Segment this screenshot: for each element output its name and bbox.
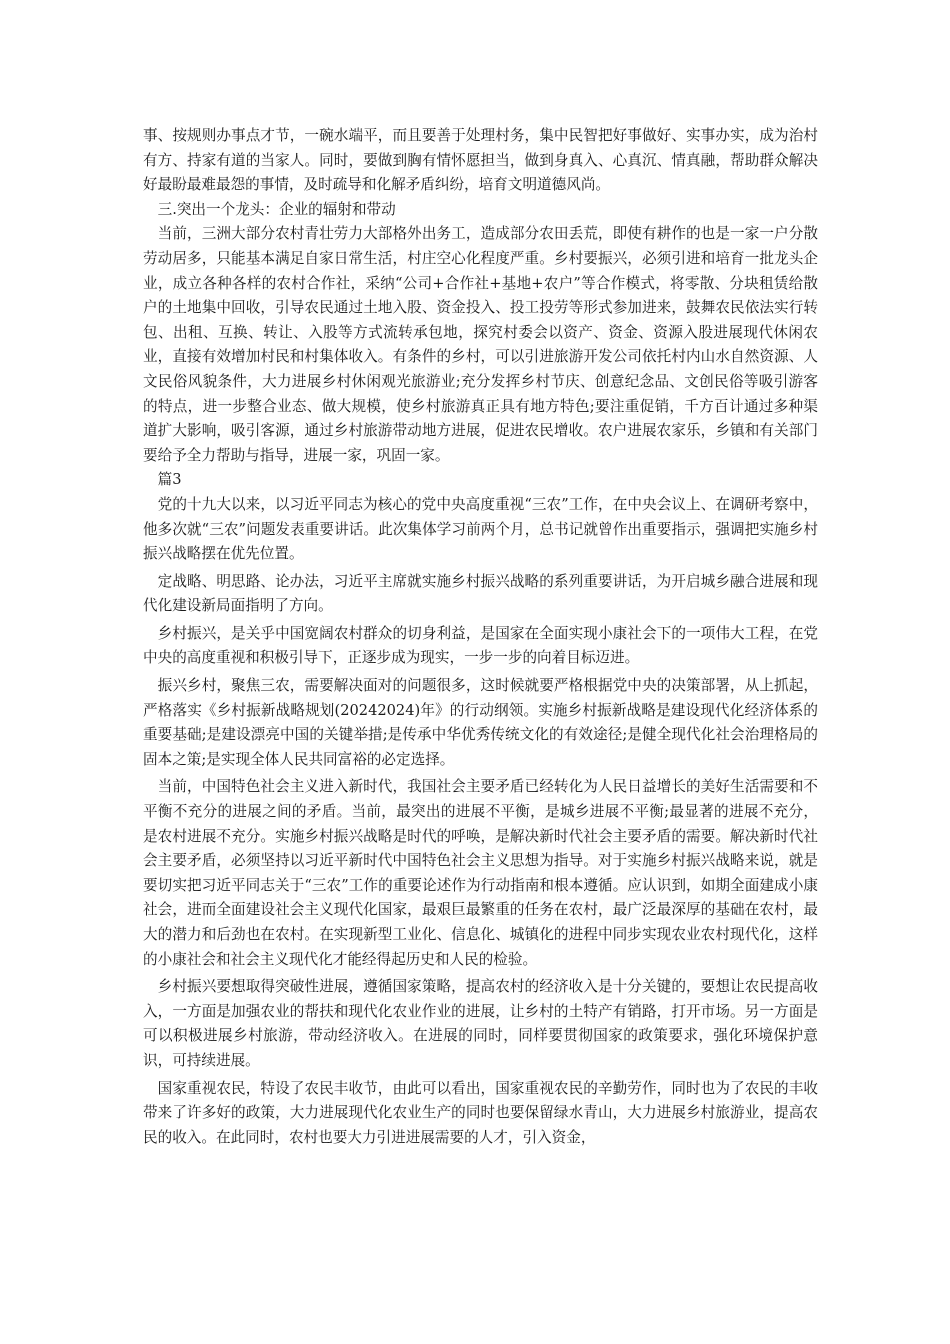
chapter-heading: 篇3 xyxy=(143,471,182,489)
paragraph-7: 当前，中国特色社会主义进入新时代，我国社会主要矛盾已经转化为人民日益增长的美好生活需要和不平衡不充分的进展之间的矛盾。当前，最突出的进展不平衡，是城乡进展不平衡;最显著的进展不充分，是农村进展不充分。实施乡村振兴战略是时代的呼唤，是解决新时代社会主要矛盾的需要。解决新时代社会主要矛盾，必须坚持以习近平新时代中国特色社会主义思想为指导。对于实施乡村振兴战略来说，就是要切实把习近平同志关于“三农”工作的重要论述作为行动指南和根本遵循。应认识到，如期全面建成小康社会，进而全面建设社会主义现代化国家，最艰巨最繁重的任务在农村，最广泛最深厚的基础在农村，最大的潜力和后劲也在农村。在实现新型工业化、信息化、城镇化的进程中同步实现农业农村现代化，这样的小康社会和社会主义现代化才能经得起历史和人民的检验。 xyxy=(143,778,818,968)
paragraph-2: 当前，三洲大部分农村青壮劳力大部格外出务工，造成部分农田丢荒，即使有耕作的也是一家一户分散劳动居多，只能基本满足自家日常生活，村庄空心化程度严重。乡村要振兴，必须引进和培育一批龙头企业，成立各种各样的农村合作社，采纳“公司+合作社+基地+农户”等合作模式，将零散、分块租赁给散户的土地集中回收，引导农民通过土地入股、资金投入、投工投劳等形式参加进来，鼓舞农民依法实行转包、出租、互换、转让、入股等方式流转承包地，探究村委会以资产、资金、资源入股进展现代休闲农业，直接有效增加村民和村集体收入。有条件的乡村，可以引进旅游开发公司依托村内山水自然资源、人文民俗风貌条件，大力进展乡村休闲观光旅游业;充分发挥乡村节庆、创意纪念品、文创民俗等吸引游客的特点，进一步整合业态、做大规模，使乡村旅游真正具有地方特色;要注重促销，千方百计通过多种渠道扩大影响，吸引客源，通过乡村旅游带动地方进展，促进农民增收。农户进展农家乐，乡镇和有关部门要给予全力帮助与指导，进展一家，巩固一家。 xyxy=(143,225,818,464)
section-heading-3: 三.突出一个龙头：企业的辐射和带动 xyxy=(143,200,396,218)
paragraph-6: 振兴乡村，聚焦三农，需要解决面对的问题很多，这时候就要严格根据党中央的决策部署，从上抓起，严格落实《乡村振新战略规划(20242024)年》的行动纲领。实施乡村振新战略是建设现代化经济体系的重要基础;是建设漂亮中国的关键举措;是传承中华优秀传统文化的有效途径;是健全现代化社会治理格局的固本之策;是实现全体人民共同富裕的必定选择。 xyxy=(143,677,818,768)
paragraph-5: 乡村振兴，是关乎中国宽阔农村群众的切身利益，是国家在全面实现小康社会下的一项伟大工程，在党中央的高度重视和积极引导下，正逐步成为现实，一步一步的向着目标迈进。 xyxy=(143,624,818,667)
document-body xyxy=(143,124,818,1150)
paragraph-3: 党的十九大以来，以习近平同志为核心的党中央高度重视“三农”工作，在中央会议上、在调研考察中，他多次就“三农”问题发表重要讲话。此次集体学习前两个月，总书记就曾作出重要指示，强调把实施乡村振兴战略摆在优先位置。 xyxy=(143,495,818,563)
paragraph-4: 定战略、明思路、论办法，习近平主席就实施乡村振兴战略的系列重要讲话，为开启城乡融合进展和现代化建设新局面指明了方向。 xyxy=(143,572,818,615)
paragraph-9: 国家重视农民，特设了农民丰收节，由此可以看出，国家重视农民的辛勤劳作，同时也为了农民的丰收带来了许多好的政策，大力进展现代化农业生产的同时也要保留绿水青山，大力进展乡村旅游业，提高农民的收入。在此同时，农村也要大力引进进展需要的人才，引入资金， xyxy=(143,1079,818,1146)
paragraph-1: 事、按规则办事点才节，一碗水端平，而且要善于处理村务，集中民智把好事做好、实事办实，成为治村有方、持家有道的当家人。同时，要做到胸有情怀愿担当，做到身真入、心真沉、情真融，帮助群众解决好最盼最难最怨的事情，及时疏导和化解矛盾纠纷，培育文明道德风尚。 xyxy=(143,127,818,194)
paragraph-8: 乡村振兴要想取得突破性进展，遵循国家策略，提高农村的经济收入是十分关键的，要想让农民提高收入，一方面是加强农业的帮扶和现代化农业作业的进展，让乡村的土特产有销路，打开市场。另一方面是可以积极进展乡村旅游，带动经济收入。在进展的同时，同样要贯彻国家的政策要求，强化环境保护意识，可持续进展。 xyxy=(143,978,818,1069)
